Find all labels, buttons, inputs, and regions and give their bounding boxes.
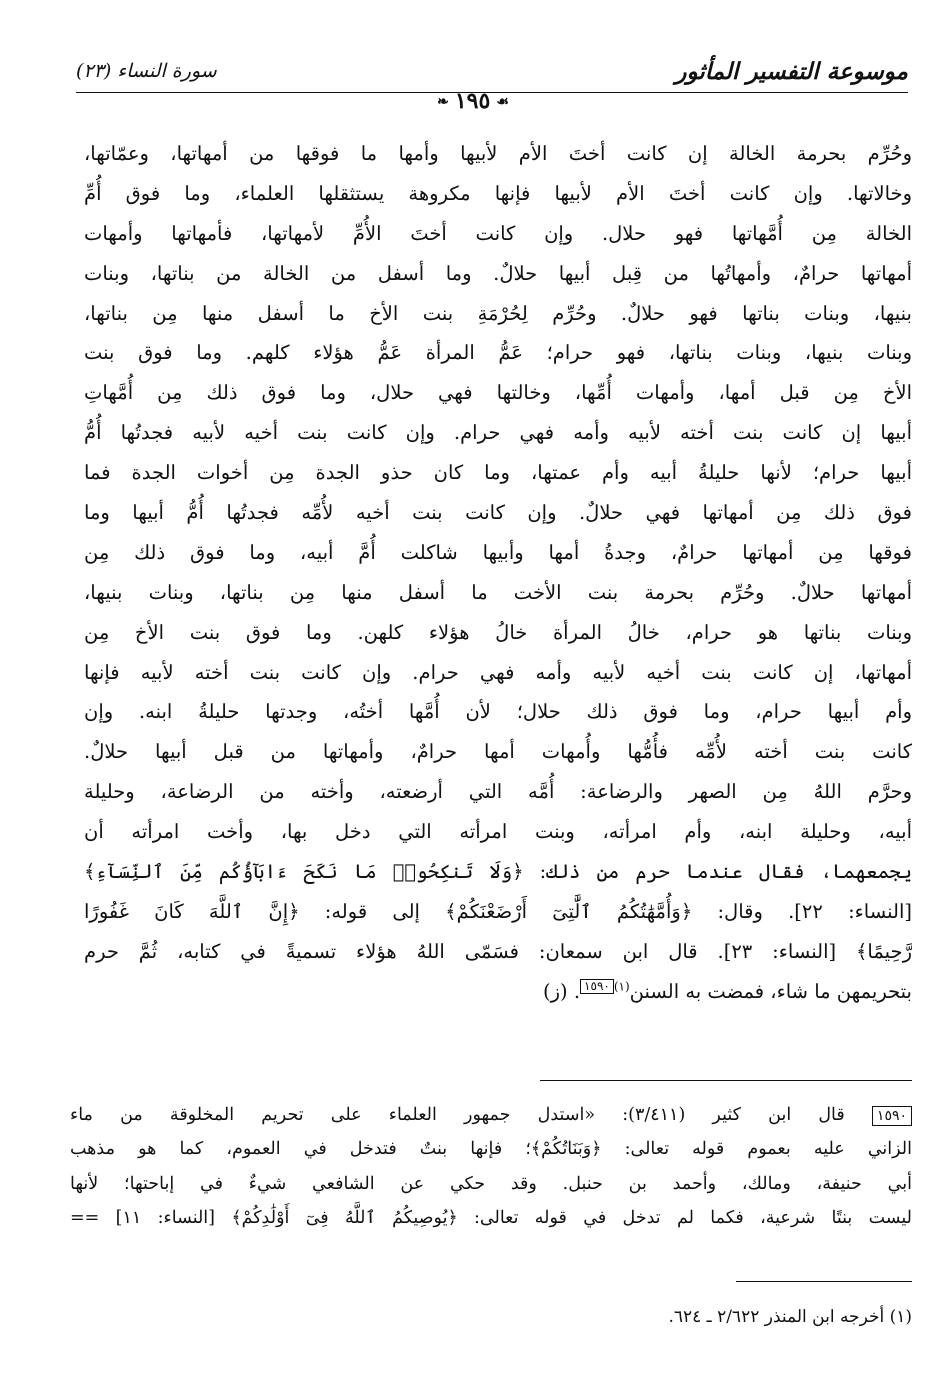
text-line: أمهاتها حرامٌ، وأمهاتُها من قِبل أبيها حلالٌ. وما أسفل من الخالة من بناتها، وبنات bbox=[84, 261, 912, 285]
footnote-marker[interactable]: (١) bbox=[613, 979, 630, 994]
book-title: موسوعة التفسير المأثور bbox=[675, 58, 908, 85]
text-line: وبنات بناتها هو حرام، خالُ المرأة خالُ هؤلاء كلهن. وما فوق بنت الأخ مِن bbox=[84, 620, 912, 644]
main-text bbox=[84, 134, 912, 1012]
page-number-ornament-right-icon: ☙ bbox=[496, 94, 509, 110]
text-line: وحرَّم اللهُ مِن الصهر والرضاعة: أُمَّه التي أرضعته، وأخته من الرضاعة، وحليلة bbox=[84, 780, 912, 804]
text-line: فوق ذلك مِن أمهاتها فهي حلالٌ. وإن كانت بنت أخيه لأُمِّه فجدتُها أُمُّ أبيها وما bbox=[84, 501, 912, 525]
text-line: وأم أبيها حرام، وما فوق ذلك حلال؛ لأن أُمَّها أختُه، وجدتها حليلةُ ابنه. وإن bbox=[84, 700, 912, 724]
commentary-divider bbox=[540, 1080, 912, 1081]
footnote: (١) أخرجه ابن المنذر ٢/٦٢٢ ـ ٦٢٤. bbox=[668, 1307, 912, 1327]
text-line: الخالة مِن أُمَّهاتها فهو حلال. وإن كانت أختَ الأُمِّ لأمهاتها، فأمهاتها وأمهات bbox=[84, 221, 912, 245]
surah-label: سورة النساء (٢٣) bbox=[76, 60, 217, 82]
commentary-number: ١٥٩٠ bbox=[872, 1106, 912, 1126]
commentary-block bbox=[70, 1098, 912, 1236]
text-line: الأخ مِن قبل أمها، وأمهات أُمِّها، وخالتها فهي حلال، وما فوق ذلك مِن أُمَّهاتِ bbox=[84, 381, 912, 405]
commentary-line: أبي حنيفة، ومالك، وأحمد بن حنبل. وقد حكي عن الشافعي شيءٌ في إباحتها؛ لأنها bbox=[70, 1173, 912, 1194]
text-line: يجمعهما، فقال عندما حرم من ذلك: ﴿وَلَا تَنكِحُوا۟ مَا نَكَحَ ءَابَآؤُكُم مِّنَ ٱلنِّسَآءِ﴾ bbox=[84, 860, 912, 884]
text-line-last bbox=[84, 972, 912, 1012]
text-line: رَّحِيمًا﴾ [النساء: ٢٣]. قال ابن سمعان: فسَمّى اللهُ هؤلاء تسميةً في كتابه، ثُمَّ حرم bbox=[84, 939, 912, 963]
text-line: [النساء: ٢٢]. وقال: ﴿وَأُمَّهَٰتُكُمُ ٱلَّٰتِىٓ أَرْضَعْنَكُمْ﴾ إلى قوله: ﴿إِنَّ ٱللَّهَ كَانَ غَفُورًا bbox=[84, 899, 912, 923]
text-line: وخالاتها. وإن كانت أختَ الأم لأبيها فإنها مكروهة يستثقلها العلماء، وما فوق أُمِّ bbox=[84, 181, 912, 205]
text-line: أمهاتها، إن كانت بنت أخيه لأبيه وأمه فهي حرام. وإن كانت بنت أخته لأبيه فإنها bbox=[84, 660, 912, 684]
text-line: كانت بنت أخته لأُمِّه فأُمُّها وأُمهات أمها حرامٌ، وأمهاتها من قبل أبيها حلالٌ. bbox=[84, 740, 912, 764]
text-line: أبيها حرام؛ لأنها حليلةُ أبيه وأم عمتها، وما كان حذو الجدة مِن أخوات الجدة فما bbox=[84, 461, 912, 485]
page-number-block bbox=[0, 88, 946, 114]
text-line: أبيها إن كانت بنت أخته لأبيه وأمه فهي حرام. وإن كانت بنت أخيه لأبيه فجدتُها أُمُّ bbox=[84, 421, 912, 445]
page-number: ١٩٥ bbox=[454, 88, 491, 114]
footnote-divider bbox=[736, 1281, 912, 1282]
commentary-line: الزاني عليه بعموم قوله تعالى: ﴿وَبَنَاتُكُمْ﴾؛ فإنها بنتٌ فتدخل في العموم، كما هو مذهب bbox=[70, 1139, 912, 1160]
page-number-ornament-left-icon: ❧ bbox=[437, 94, 449, 110]
commentary-first-text: قال ابن كثير (٣/٤١١): «استدل جمهور العلماء على تحريم المخلوقة من ماء bbox=[70, 1105, 845, 1125]
text-line: أبيه، وحليلة ابنه، وأم امرأته، وبنت امرأته التي دخل بها، وأخت امرأته أن bbox=[84, 820, 912, 844]
text-line: فوقها مِن أمهاتها حرامٌ، وجدةُ أمها وأبيها شاكلت أُمَّ أبيه، وما فوق ذلك مِن bbox=[84, 540, 912, 564]
text-line: وحُرِّم بحرمة الخالة إن كانت أختَ الأم لأبيها وأمها ما فوقها من أمهاتها، وعمّاتها، bbox=[84, 142, 912, 165]
last-line-text: بتحريمهن ما شاء، فمضت به السنن bbox=[629, 979, 912, 1003]
commentary-line: ليست بنتًا شرعية، فكما لم تدخل في قوله تعالى: ﴿يُوصِيكُمُ ٱللَّهُ فِىٓ أَوْلَٰدِكُمْ﴾ [النساء: ١١] == bbox=[70, 1208, 912, 1229]
text-line: بنيها، وبنات بناتها فهو حلالٌ. وحُرِّم لِحُرْمَةِ بنت الأخ ما أسفل منها مِن بناتها، bbox=[84, 301, 912, 325]
commentary-reference[interactable]: ١٥٩٠ bbox=[580, 979, 614, 994]
source-tag: . (ز) bbox=[543, 979, 581, 1003]
text-line: أمهاتها حلالٌ. وحُرِّم بحرمة بنت الأخت ما أسفل منها مِن بناتها، وبنات بنيها، bbox=[84, 580, 912, 604]
text-line: وبنات بنيها، وبنات بناتها، فهو حرام؛ عَمُّ المرأة عَمُّ هؤلاء كلهم. وما فوق بنت bbox=[84, 341, 912, 365]
commentary-line bbox=[70, 1098, 912, 1132]
